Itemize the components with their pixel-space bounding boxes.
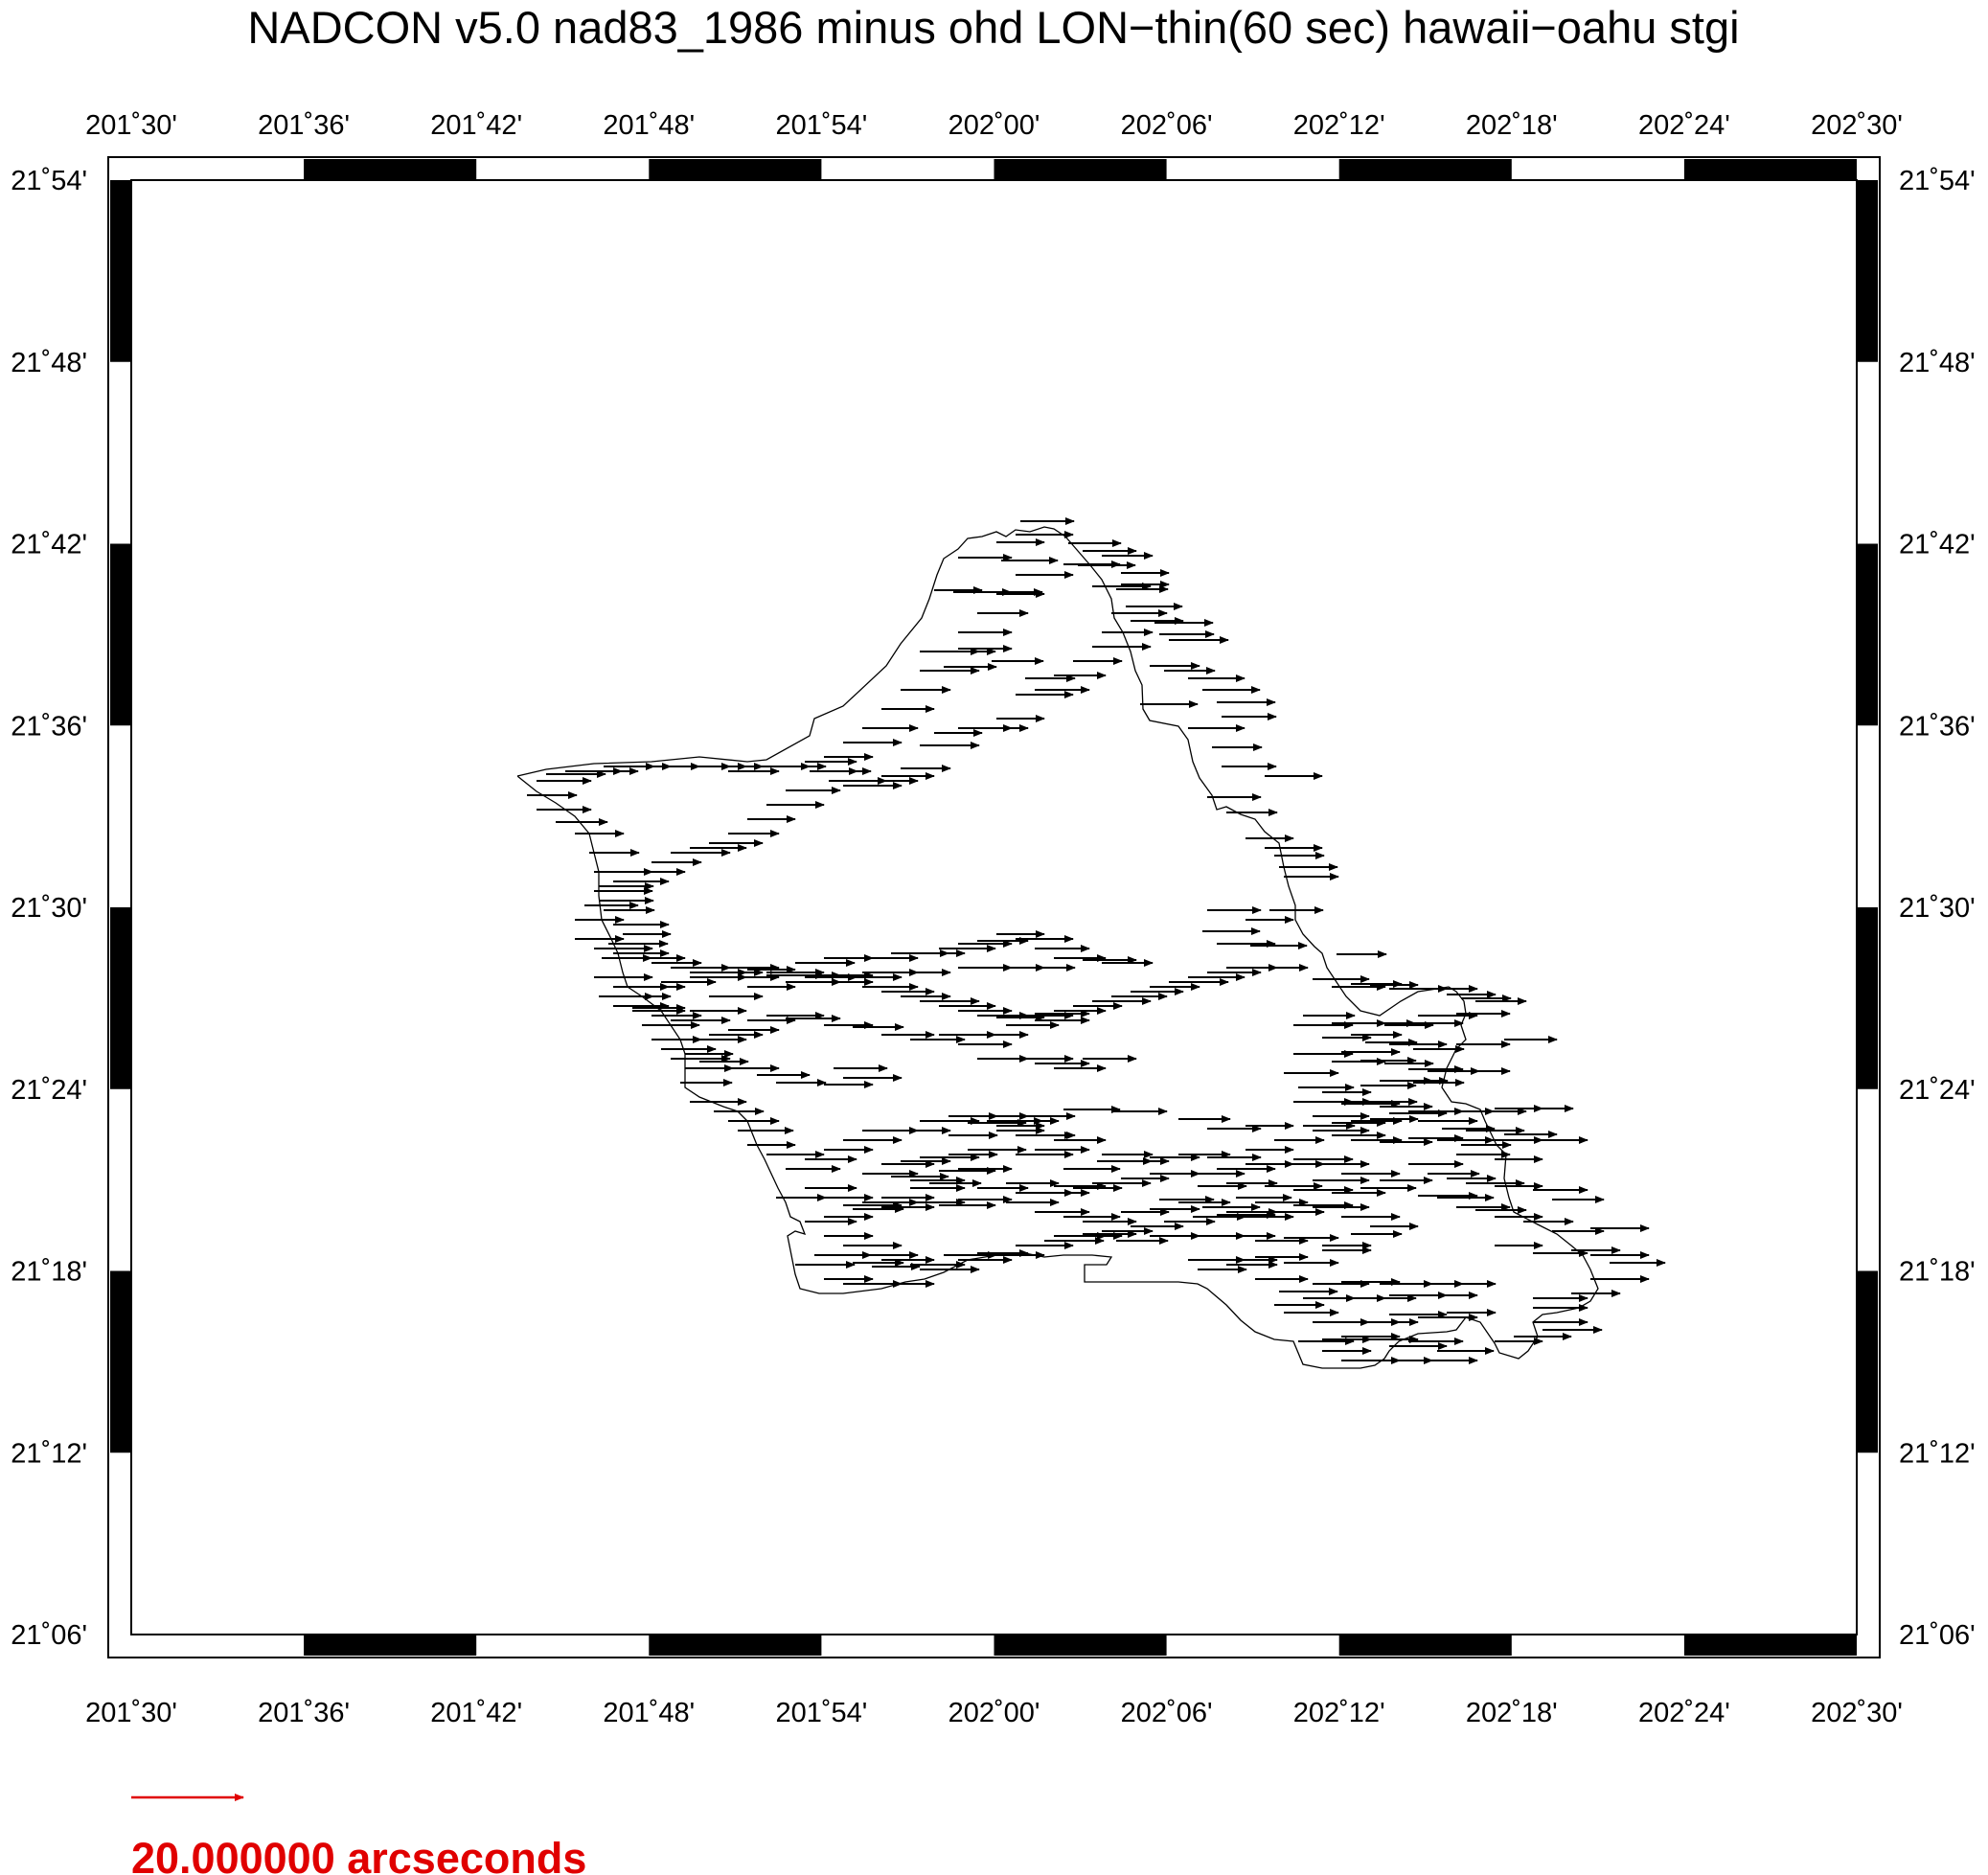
map-title: NADCON v5.0 nad83_1986 minus ohd LON−thin(60 sec) hawaii−oahu stgi bbox=[247, 2, 1740, 53]
lat-tick-label-left: 21˚18' bbox=[11, 1256, 87, 1288]
lon-tick-label-top: 201˚54' bbox=[775, 110, 868, 141]
frame-bar-top bbox=[304, 159, 476, 179]
lon-tick-label-bottom: 202˚30' bbox=[1811, 1698, 1903, 1728]
frame-bar-top bbox=[1684, 159, 1857, 179]
lon-tick-label-top: 202˚18' bbox=[1465, 110, 1558, 141]
lon-ticks-top bbox=[85, 110, 1903, 141]
lon-tick-label-bottom: 201˚54' bbox=[775, 1698, 868, 1728]
lat-tick-label-left: 21˚42' bbox=[11, 529, 87, 560]
scale-legend bbox=[131, 1797, 586, 1875]
lon-tick-label-bottom: 202˚12' bbox=[1292, 1698, 1385, 1728]
lon-tick-label-top: 202˚12' bbox=[1292, 110, 1385, 141]
lat-tick-label-right: 21˚24' bbox=[1899, 1074, 1976, 1106]
lat-tick-label-left: 21˚48' bbox=[11, 347, 87, 378]
lon-tick-label-top: 201˚48' bbox=[603, 110, 696, 141]
lon-tick-label-top: 202˚24' bbox=[1637, 110, 1730, 141]
scale-label: 20.000000 arcseconds bbox=[131, 1834, 587, 1875]
frame-bar-bottom bbox=[1339, 1635, 1512, 1656]
lon-tick-label-top: 201˚42' bbox=[430, 110, 523, 141]
frame-bar-top bbox=[1339, 159, 1512, 179]
lon-tick-label-bottom: 201˚36' bbox=[258, 1698, 351, 1728]
frame-inner bbox=[131, 180, 1857, 1635]
lon-tick-label-bottom: 201˚48' bbox=[603, 1698, 696, 1728]
map-frame bbox=[108, 157, 1880, 1658]
lat-tick-label-left: 21˚12' bbox=[11, 1438, 87, 1470]
frame-bar-left bbox=[110, 907, 130, 1089]
lat-tick-label-left: 21˚24' bbox=[11, 1074, 87, 1106]
lat-tick-label-right: 21˚12' bbox=[1899, 1438, 1976, 1470]
lon-tick-label-top: 201˚36' bbox=[258, 110, 351, 141]
lat-tick-label-right: 21˚18' bbox=[1899, 1256, 1976, 1288]
lat-tick-label-right: 21˚48' bbox=[1899, 347, 1976, 378]
lat-ticks-left bbox=[11, 166, 87, 1651]
frame-bar-top bbox=[649, 159, 821, 179]
lon-tick-label-bottom: 202˚24' bbox=[1637, 1698, 1730, 1728]
shift-vectors bbox=[527, 521, 1665, 1361]
frame-bar-left bbox=[110, 544, 130, 726]
frame-bar-bottom bbox=[304, 1635, 476, 1656]
lon-tick-label-bottom: 202˚00' bbox=[948, 1698, 1040, 1728]
lon-tick-label-bottom: 201˚42' bbox=[430, 1698, 523, 1728]
lon-tick-label-top: 202˚00' bbox=[948, 110, 1040, 141]
lat-tick-label-right: 21˚30' bbox=[1899, 893, 1976, 924]
frame-bar-bottom bbox=[649, 1635, 821, 1656]
frame-bar-bottom bbox=[994, 1635, 1167, 1656]
lon-tick-label-top: 202˚06' bbox=[1120, 110, 1213, 141]
frame-checker-bars bbox=[110, 159, 1878, 1656]
frame-bar-left bbox=[110, 180, 130, 362]
lon-tick-label-top: 202˚30' bbox=[1811, 110, 1903, 141]
lon-tick-label-bottom: 202˚06' bbox=[1120, 1698, 1213, 1728]
frame-bar-bottom bbox=[1684, 1635, 1857, 1656]
lon-ticks-bottom bbox=[85, 1698, 1903, 1728]
frame-bar-top bbox=[994, 159, 1167, 179]
lon-tick-label-top: 201˚30' bbox=[85, 110, 177, 141]
frame-bar-right bbox=[1858, 1271, 1878, 1453]
lon-tick-label-bottom: 201˚30' bbox=[85, 1698, 177, 1728]
frame-bar-left bbox=[110, 1271, 130, 1453]
frame-bar-right bbox=[1858, 907, 1878, 1089]
lat-tick-label-left: 21˚54' bbox=[11, 166, 87, 196]
lat-tick-label-right: 21˚42' bbox=[1899, 529, 1976, 560]
lat-tick-label-right: 21˚06' bbox=[1899, 1620, 1976, 1651]
lat-tick-label-right: 21˚36' bbox=[1899, 711, 1976, 743]
lat-tick-label-left: 21˚30' bbox=[11, 893, 87, 924]
frame-bar-right bbox=[1858, 180, 1878, 362]
frame-outer bbox=[108, 157, 1880, 1658]
lat-tick-label-right: 21˚54' bbox=[1899, 166, 1976, 196]
lat-ticks-right bbox=[1899, 166, 1976, 1651]
lat-tick-label-left: 21˚36' bbox=[11, 711, 87, 743]
lon-tick-label-bottom: 202˚18' bbox=[1465, 1698, 1558, 1728]
frame-bar-right bbox=[1858, 544, 1878, 726]
lat-tick-label-left: 21˚06' bbox=[11, 1620, 87, 1651]
